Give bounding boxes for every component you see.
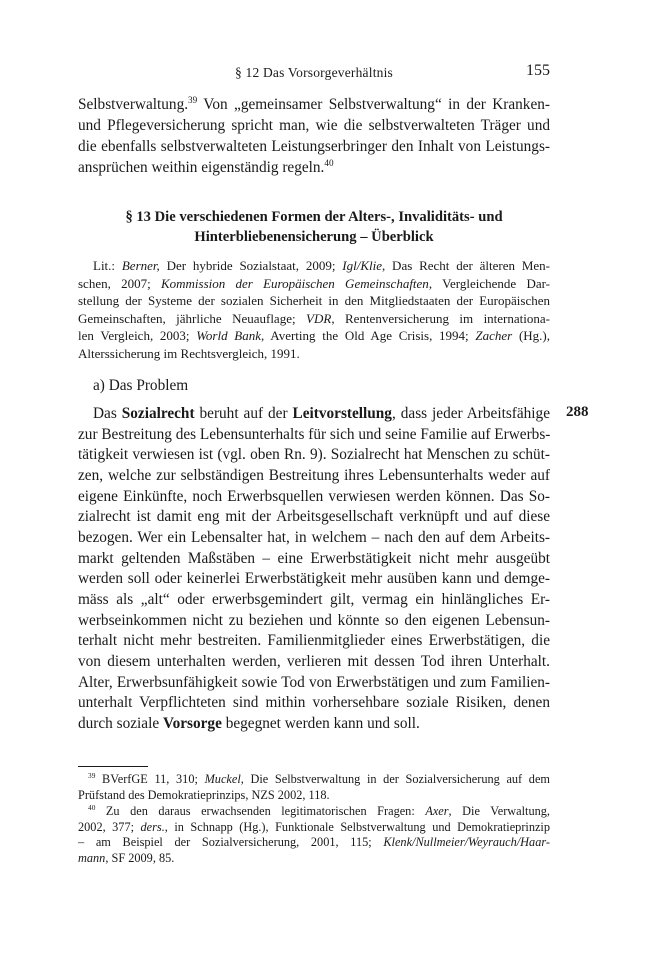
footnote-ref[interactable]: 39 bbox=[188, 94, 198, 105]
text-line: len Vergleich, 2003; World Bank, Averting the Old Age Crisis, 1994; Zacher (Hg.), bbox=[78, 328, 551, 343]
text-line: zen, welche zur selbständigen Bestreitung ihres Lebensunterhalts weder auf bbox=[78, 466, 550, 484]
text-line: und Pflegeversicherung spricht man, wie die selbstverwalteten Träger und bbox=[78, 117, 550, 134]
text-line: – am Beispiel der Sozialversicherung, 2001, 115; Klenk/Nullmeier/Weyrauch/Haar- bbox=[78, 835, 550, 850]
text-line: Alter, Erwerbsunfähigkeit sowie Tod von Erwerbstätigen und zum Familien- bbox=[78, 673, 550, 691]
text-line: $^{39}$ BVerfGE 11, 310; Muckel, Die Selbstverwaltung in der Sozialversicherung auf dem bbox=[88, 770, 550, 786]
section-heading-line: Hinterbliebenensicherung – Überblick bbox=[194, 229, 434, 245]
text-line: werbseinkommen nicht zu beziehen und könnte so den eigenen Lebensun- bbox=[78, 611, 550, 629]
text-line: tätigkeit verwiesen ist (vgl. oben Rn. 9). Sozialrecht hat Menschen zu schüt- bbox=[78, 446, 550, 464]
running-header bbox=[78, 62, 550, 82]
text-line: Prüfstand des Demokratieprinzips, NZS 2002, 118. bbox=[78, 787, 330, 802]
margin-number: 288 bbox=[566, 404, 589, 420]
text-line: Lit.: Berner, Der hybride Sozialstaat, 2009; Igl/Klie, Das Recht der älteren Men- bbox=[93, 258, 550, 273]
text-line: mann, SF 2009, 85. bbox=[78, 850, 175, 865]
section-heading-line: § 13 Die verschiedenen Formen der Alters-, Invaliditäts- und bbox=[125, 209, 503, 225]
footnote-ref[interactable]: 40 bbox=[324, 157, 334, 168]
subsection-heading: a) Das Problem bbox=[93, 377, 189, 394]
text-line: ansprüchen weithin eigenständig regeln.$^{40}$ bbox=[78, 157, 334, 176]
text-line: Das Sozialrecht beruht auf der Leitvorstellung, dass jeder Arbeitsfähige bbox=[93, 405, 550, 422]
text-line: zur Bestreitung des Lebensunterhalts für sich und seine Familie auf Erwerbs- bbox=[78, 425, 551, 443]
paragraph-continuation bbox=[78, 94, 550, 178]
text-line: $^{40}$ Zu den daraus erwachsenden legitimatorischen Fragen: Axer, Die Verwaltung, bbox=[88, 802, 550, 818]
text-line: stellung der Systeme der sozialen Sicherheit in den Mitgliedstaaten der Europäischen bbox=[78, 293, 550, 308]
text-line: eigene Einkünfte, noch Erwerbsquellen verwiesen werden können. Das So- bbox=[78, 487, 550, 505]
text-line: 2002, 377; ders., in Schnapp (Hg.), Funktionale Selbstverwaltung und Demokratieprinzip bbox=[78, 819, 550, 834]
text-line: Alterssicherung im Rechtsvergleich, 1991. bbox=[78, 345, 300, 361]
literature-list bbox=[78, 257, 550, 362]
footnote-40 bbox=[78, 804, 550, 866]
text-line: markt geltenden Maßstäben – eine Erwerbstätigkeit nicht mehr ausgeübt bbox=[78, 549, 550, 567]
text-line: bezogen. Wer ein Lebensalter hat, in welchem – nach den auf dem Arbeits- bbox=[78, 528, 550, 546]
footnote-number: 39 bbox=[88, 770, 96, 780]
text-line: durch soziale Vorsorge begegnet werden kann und soll. bbox=[78, 714, 420, 732]
text-line: Gemeinschaften, jährliche Neuauflage; VDR, Rentenversicherung im internationa- bbox=[78, 310, 550, 326]
text-line: die ebenfalls selbstverwalteten Leistungserbringer den Inhalt von Leistungs- bbox=[78, 138, 550, 155]
main-paragraph bbox=[78, 404, 550, 735]
section-heading bbox=[78, 207, 550, 247]
footnote-39 bbox=[78, 772, 550, 803]
text-line: terhalt nicht mehr bestreiten. Familienmitglieder eines Erwerbstätigen, die bbox=[78, 632, 550, 650]
text-line: von diesem unterhalten werden, verlieren mit dessen Tod ihren Unterhalt. bbox=[78, 652, 550, 670]
text-line: mäss als „alt“ oder erwerbsgemindert gilt, vermag ein hinlängliches Er- bbox=[78, 590, 550, 608]
text-line: schen, 2007; Kommission der Europäischen Gemeinschaften, Vergleichende Dar- bbox=[78, 275, 550, 291]
text-line: zialrecht ist damit eng mit der Arbeitsgesellschaft verknüpft und auf diese bbox=[78, 508, 550, 526]
text-line: werden soll oder keinerlei Erwerbstätigkeit mehr ausüben kann und demge- bbox=[78, 570, 550, 588]
footnote-separator bbox=[78, 766, 148, 767]
page-number: 155 bbox=[526, 62, 550, 79]
text-line: unterhalt Verpflichteten sind mithin vorhersehbare soziale Risiken, denen bbox=[78, 694, 550, 712]
text-line: Selbstverwaltung.$^{39}$ Von „gemeinsamer Selbstverwaltung“ in der Kranken- bbox=[78, 94, 550, 113]
footnote-number: 40 bbox=[88, 802, 96, 812]
running-header-title: § 12 Das Vorsorgeverhältnis bbox=[234, 65, 393, 80]
